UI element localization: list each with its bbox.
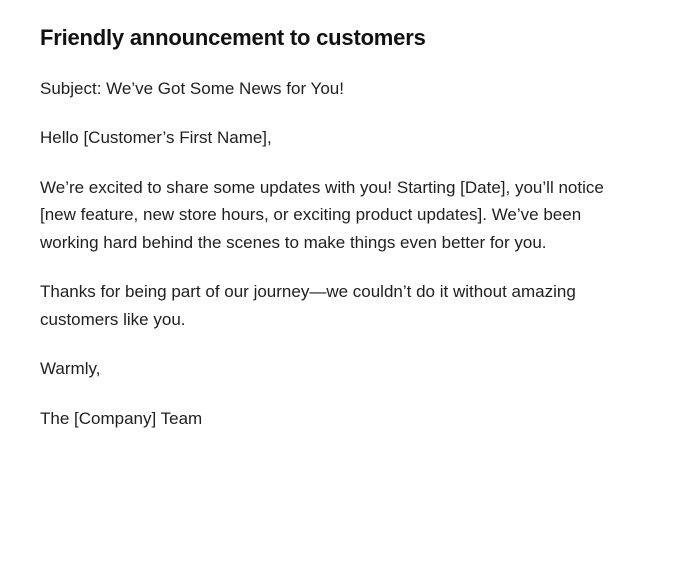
- paragraph-subject: Subject: We’ve Got Some News for You!: [40, 78, 344, 98]
- paragraph-body-updates: We’re excited to share some updates with you! Starting [Date], you’ll notice [new feature, new store hours, or exciting product updates]. We’ve been working hard behind the scenes to make things even better for you.: [40, 177, 604, 252]
- page-title: Friendly announcement to customers: [40, 25, 426, 50]
- paragraph-signature: The [Company] Team: [40, 408, 203, 428]
- paragraph-thanks: Thanks for being part of our journey—we couldn’t do it without amazing customers like you.: [40, 282, 576, 329]
- paragraph-signoff: Warmly,: [40, 359, 101, 379]
- paragraph-greeting: Hello [Customer’s First Name],: [40, 128, 272, 148]
